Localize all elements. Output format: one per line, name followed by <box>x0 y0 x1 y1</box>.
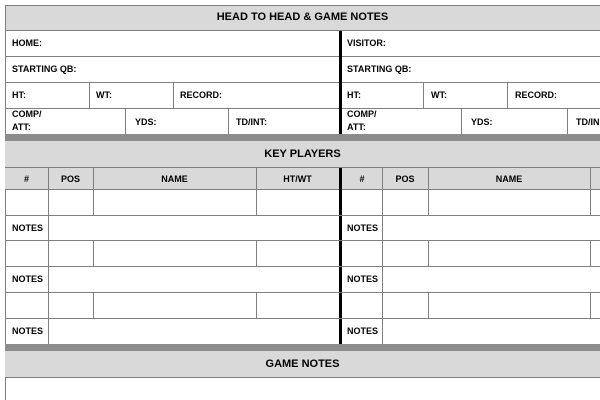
outer-left-border <box>5 5 6 400</box>
visitor-record-label: RECORD: <box>515 90 557 100</box>
key-players-bar <box>5 141 600 167</box>
home-starting-qb-label: STARTING QB: <box>12 64 77 74</box>
rule <box>5 82 600 83</box>
cell-divider <box>461 108 462 134</box>
rule <box>5 292 600 293</box>
visitor-starting-qb-label: STARTING QB: <box>347 64 412 74</box>
visitor-col-pos: POS <box>395 174 415 184</box>
home-comp-label <box>12 109 42 133</box>
cell-divider <box>89 82 90 108</box>
visitor-ht-label: HT: <box>347 90 361 100</box>
section-separator <box>5 344 600 351</box>
cell-divider <box>423 82 424 108</box>
rule <box>5 189 600 190</box>
col-divider <box>590 168 591 215</box>
rule <box>5 318 600 319</box>
key-players-title: KEY PLAYERS <box>264 148 341 160</box>
col-divider <box>48 168 49 344</box>
home-col-name: NAME <box>161 174 188 184</box>
section-separator <box>5 134 600 141</box>
home-tdint-label: TD/INT: <box>236 117 267 127</box>
rule <box>5 5 600 6</box>
rule <box>5 266 600 267</box>
col-divider <box>382 168 383 344</box>
visitor-notes-label: NOTES <box>347 223 379 233</box>
col-divider <box>428 168 429 215</box>
home-yds-label: YDS: <box>135 117 157 127</box>
game-notes-area[interactable] <box>6 378 600 400</box>
col-divider <box>256 292 257 318</box>
rule <box>5 108 600 109</box>
home-col-htwt: HT/WT <box>283 174 312 184</box>
cell-divider <box>567 108 568 134</box>
home-notes-label: NOTES <box>12 326 44 336</box>
center-divider <box>339 31 342 134</box>
col-divider <box>93 292 94 318</box>
visitor-team-field[interactable] <box>395 31 600 56</box>
home-wt-label: WT: <box>96 90 112 100</box>
col-divider <box>93 168 94 215</box>
game-notes-bar <box>5 351 600 377</box>
visitor-wt-label: WT: <box>431 90 447 100</box>
cell-divider <box>125 108 126 134</box>
col-divider <box>256 240 257 266</box>
col-divider <box>590 292 591 318</box>
visitor-col-name: NAME <box>495 174 523 184</box>
home-notes-label: NOTES <box>12 223 44 233</box>
page-title: HEAD TO HEAD & GAME NOTES <box>216 11 389 23</box>
game-notes-title: GAME NOTES <box>265 358 340 370</box>
home-comp-line2: ATT: <box>12 122 31 132</box>
visitor-notes-label: NOTES <box>347 326 379 336</box>
home-col-pos: POS <box>60 174 80 184</box>
visitor-comp-line2: ATT: <box>347 122 366 132</box>
home-team-field[interactable] <box>50 31 338 56</box>
col-divider <box>590 240 591 266</box>
visitor-starting-qb-field[interactable] <box>415 57 600 82</box>
visitor-comp-line1: COMP/ <box>347 109 377 119</box>
home-notes-label: NOTES <box>12 274 44 284</box>
col-divider <box>93 240 94 266</box>
visitor-notes-label: NOTES <box>347 274 379 284</box>
visitor-col-number: # <box>359 174 365 184</box>
header-bar <box>5 5 600 30</box>
rule <box>5 215 600 216</box>
visitor-yds-label: YDS: <box>471 117 493 127</box>
home-ht-label: HT: <box>12 90 26 100</box>
home-col-number: # <box>23 174 29 184</box>
home-starting-qb-field[interactable] <box>80 57 338 82</box>
home-record-label: RECORD: <box>180 90 222 100</box>
cell-divider <box>507 82 508 108</box>
visitor-tdint-label: TD/IN <box>576 117 600 127</box>
col-divider <box>428 240 429 266</box>
cell-divider <box>228 108 229 134</box>
visitor-label: VISITOR: <box>347 38 386 48</box>
col-divider <box>256 168 257 215</box>
visitor-comp-label <box>347 109 377 133</box>
home-label: HOME: <box>12 38 42 48</box>
rule <box>5 240 600 241</box>
cell-divider <box>173 82 174 108</box>
col-divider <box>428 292 429 318</box>
home-comp-line1: COMP/ <box>12 109 42 119</box>
